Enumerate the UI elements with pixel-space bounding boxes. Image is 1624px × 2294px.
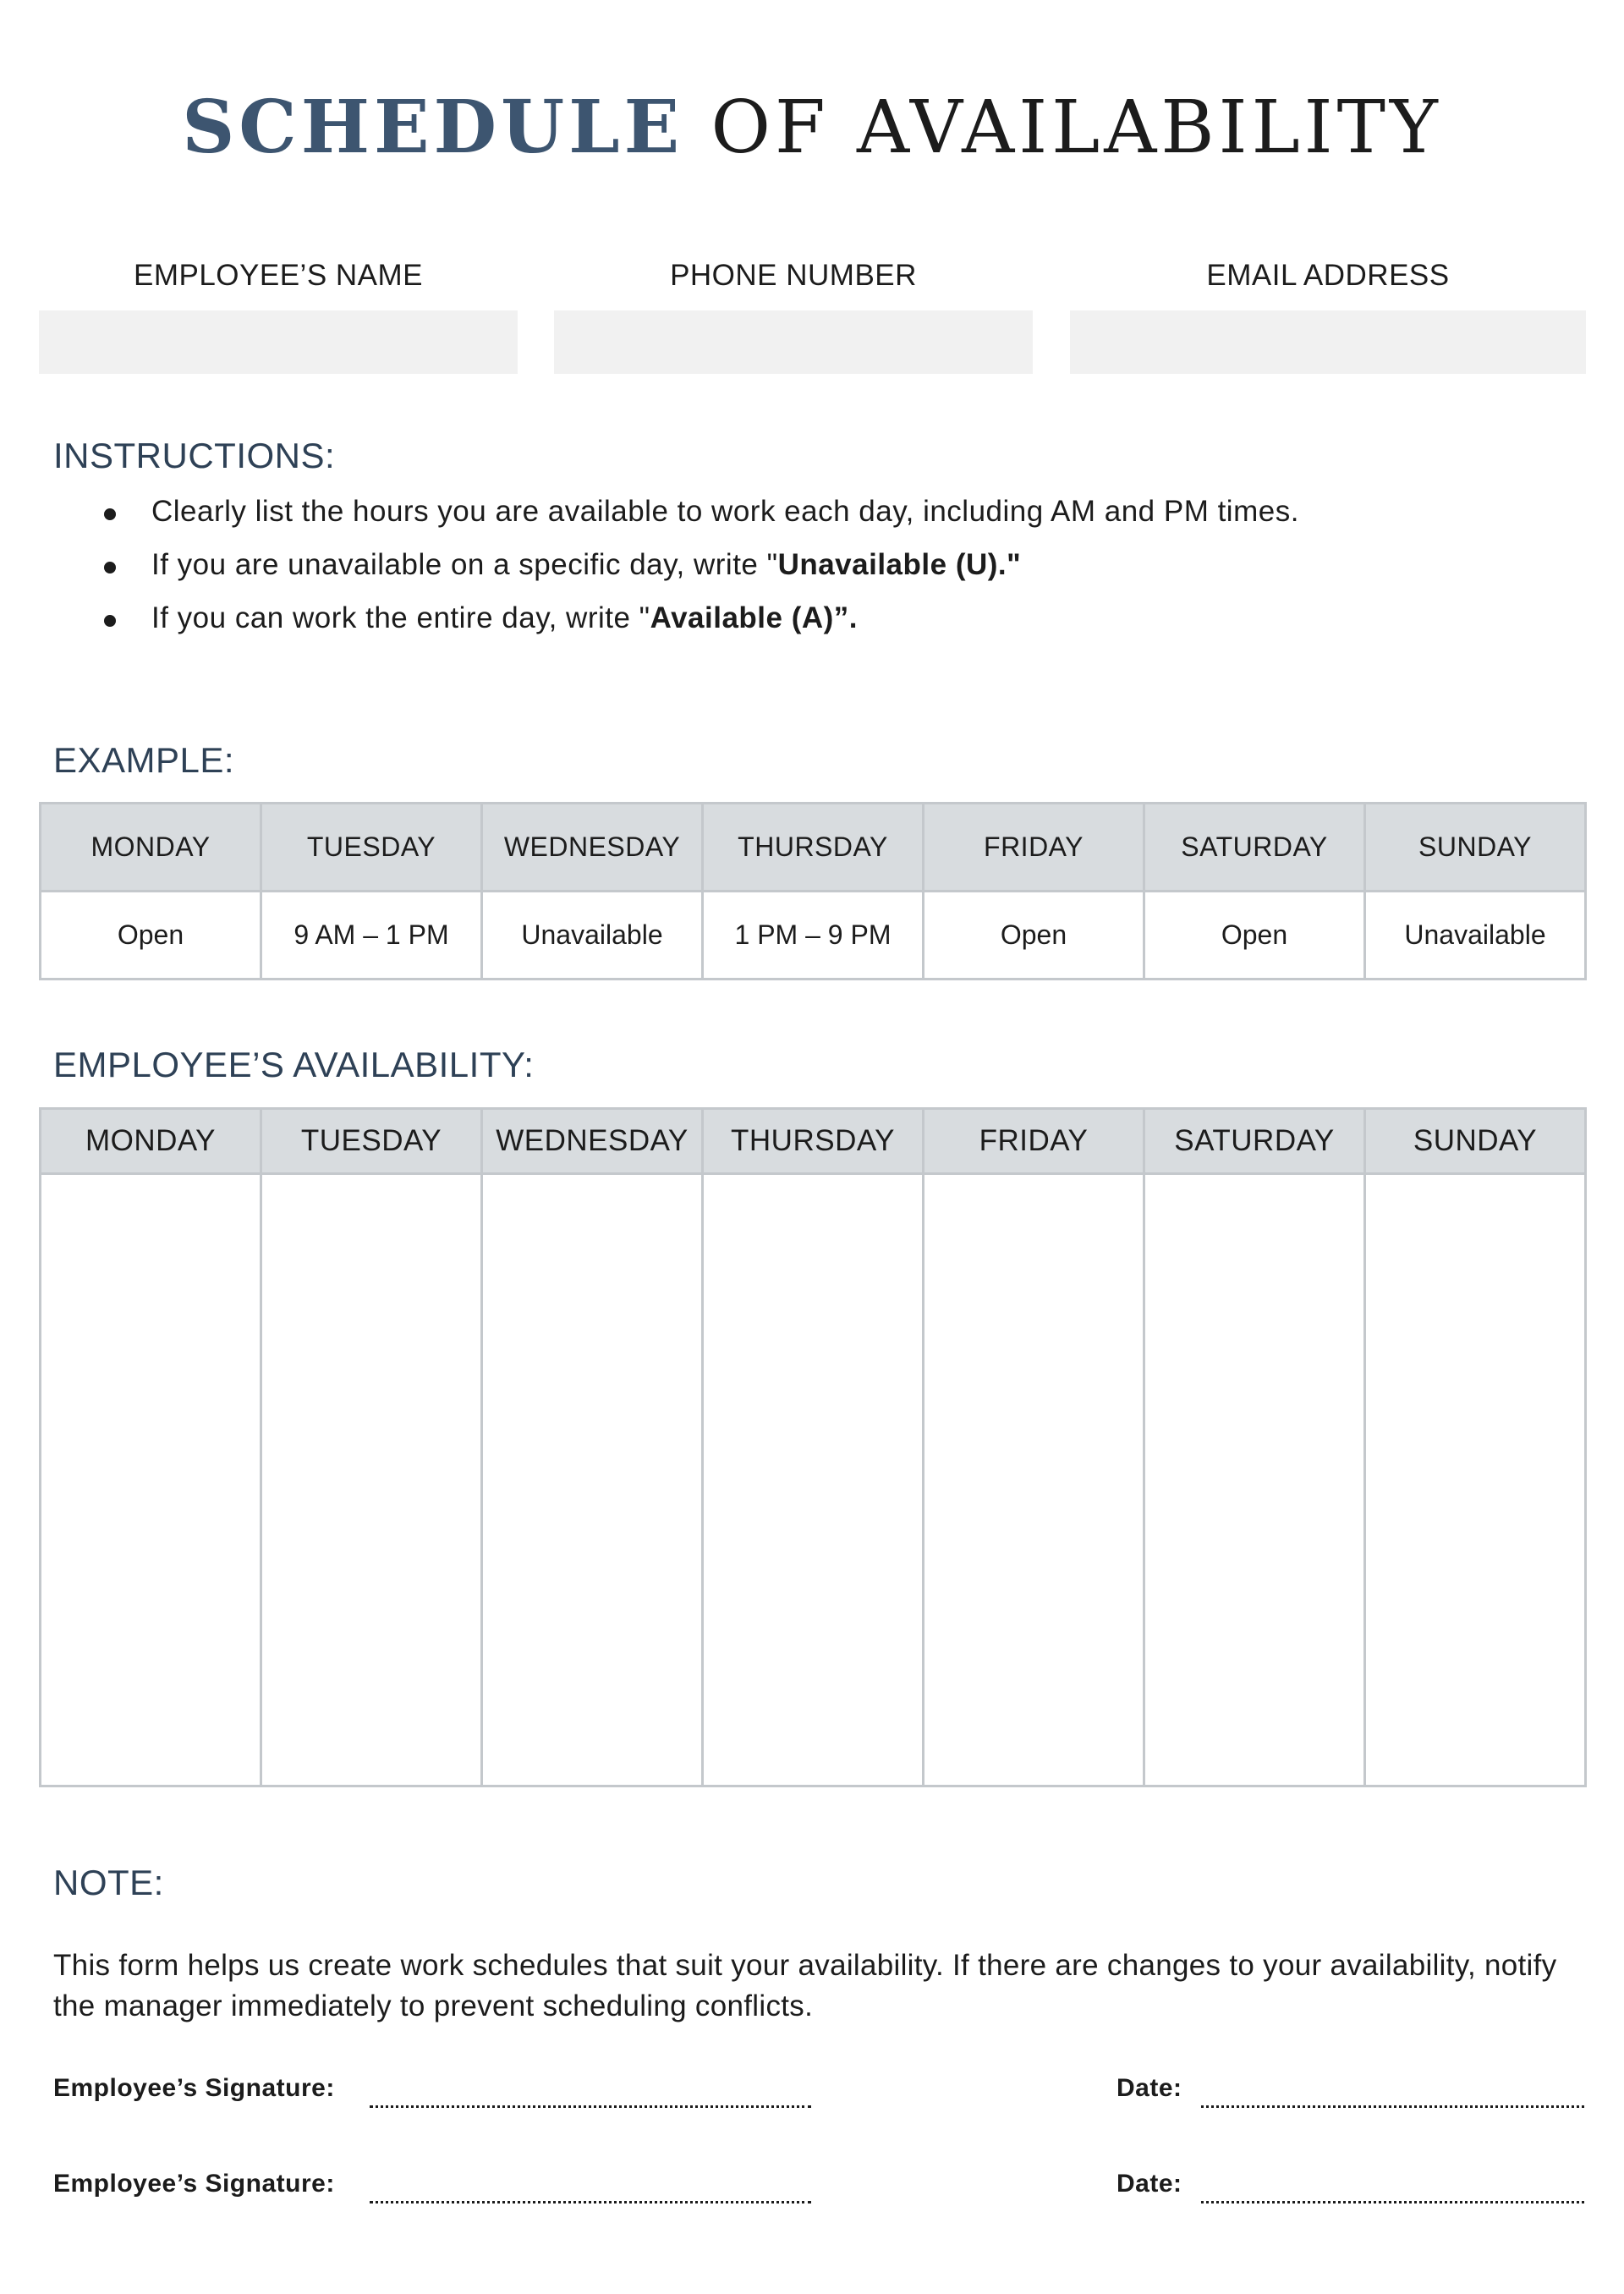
example-value-cell: Open	[924, 892, 1144, 980]
instruction-text: If you can work the entire day, write "	[151, 601, 650, 634]
availability-day-header: FRIDAY	[924, 1109, 1144, 1174]
instruction-text: If you are unavailable on a specific day, write "	[151, 548, 778, 581]
example-header-row	[41, 804, 1586, 892]
availability-table	[39, 1107, 1587, 1787]
example-value-cell: Open	[1144, 892, 1365, 980]
example-day-header: TUESDAY	[261, 804, 482, 892]
signature-label: Employee’s Signature:	[53, 2170, 335, 2198]
example-day-header: SATURDAY	[1144, 804, 1365, 892]
tuesday-availability-cell[interactable]	[261, 1174, 482, 1786]
instruction-bold: Available (A)”.	[650, 601, 859, 634]
title-accent: SCHEDULE	[182, 85, 684, 170]
bullet-icon	[104, 615, 116, 627]
signature-label: Employee’s Signature:	[53, 2074, 335, 2102]
bullet-icon	[104, 508, 116, 520]
instructions-heading: INSTRUCTIONS:	[53, 436, 336, 475]
instructions-list	[53, 495, 1576, 655]
availability-day-header: MONDAY	[41, 1109, 261, 1174]
availability-day-header: SATURDAY	[1144, 1109, 1365, 1174]
note-heading: NOTE:	[53, 1863, 164, 1902]
date-line[interactable]	[1201, 2201, 1584, 2203]
phone-number-input[interactable]	[554, 310, 1033, 374]
email-address-label: EMAIL ADDRESS	[1206, 259, 1450, 292]
example-heading: EXAMPLE:	[53, 740, 235, 780]
employee-name-input[interactable]	[39, 310, 518, 374]
instruction-item	[53, 495, 1576, 548]
instruction-bold: Unavailable (U)."	[777, 548, 1022, 581]
date-label: Date:	[1116, 2074, 1182, 2102]
availability-day-header: THURSDAY	[703, 1109, 924, 1174]
instruction-item	[53, 548, 1576, 601]
availability-day-header: TUESDAY	[261, 1109, 482, 1174]
title-rest: OF AVAILABILITY	[710, 85, 1442, 170]
friday-availability-cell[interactable]	[924, 1174, 1144, 1786]
phone-number-label: PHONE NUMBER	[670, 259, 917, 292]
bullet-icon	[104, 562, 116, 574]
example-table	[39, 802, 1587, 980]
example-day-header: FRIDAY	[924, 804, 1144, 892]
example-day-header: THURSDAY	[703, 804, 924, 892]
availability-day-header: SUNDAY	[1365, 1109, 1586, 1174]
example-value-cell: Open	[41, 892, 261, 980]
thursday-availability-cell[interactable]	[703, 1174, 924, 1786]
page-title	[0, 85, 1624, 170]
example-day-header: WEDNESDAY	[482, 804, 703, 892]
example-value-row	[41, 892, 1586, 980]
saturday-availability-cell[interactable]	[1144, 1174, 1365, 1786]
signature-line[interactable]	[370, 2105, 811, 2108]
instruction-text: Clearly list the hours you are available to work each day, including AM and PM times.	[151, 495, 1299, 528]
availability-header-row	[41, 1109, 1586, 1174]
availability-day-header: WEDNESDAY	[482, 1109, 703, 1174]
email-address-input[interactable]	[1070, 310, 1586, 374]
example-value-cell: Unavailable	[482, 892, 703, 980]
wednesday-availability-cell[interactable]	[482, 1174, 703, 1786]
availability-heading: EMPLOYEE’S AVAILABILITY:	[53, 1045, 535, 1084]
example-value-cell: 1 PM – 9 PM	[703, 892, 924, 980]
example-day-header: MONDAY	[41, 804, 261, 892]
date-label: Date:	[1116, 2170, 1182, 2198]
sunday-availability-cell[interactable]	[1365, 1174, 1586, 1786]
employee-name-label: EMPLOYEE’S NAME	[133, 259, 424, 292]
availability-input-row	[41, 1174, 1586, 1786]
instruction-item	[53, 601, 1576, 655]
monday-availability-cell[interactable]	[41, 1174, 261, 1786]
signature-line[interactable]	[370, 2201, 811, 2203]
example-value-cell: 9 AM – 1 PM	[261, 892, 482, 980]
note-text: This form helps us create work schedules that suit your availability. If there are changes to your availability, notify the manager immediately to prevent scheduling conflicts.	[53, 1949, 1557, 2022]
example-day-header: SUNDAY	[1365, 804, 1586, 892]
date-line[interactable]	[1201, 2105, 1584, 2108]
example-value-cell: Unavailable	[1365, 892, 1586, 980]
